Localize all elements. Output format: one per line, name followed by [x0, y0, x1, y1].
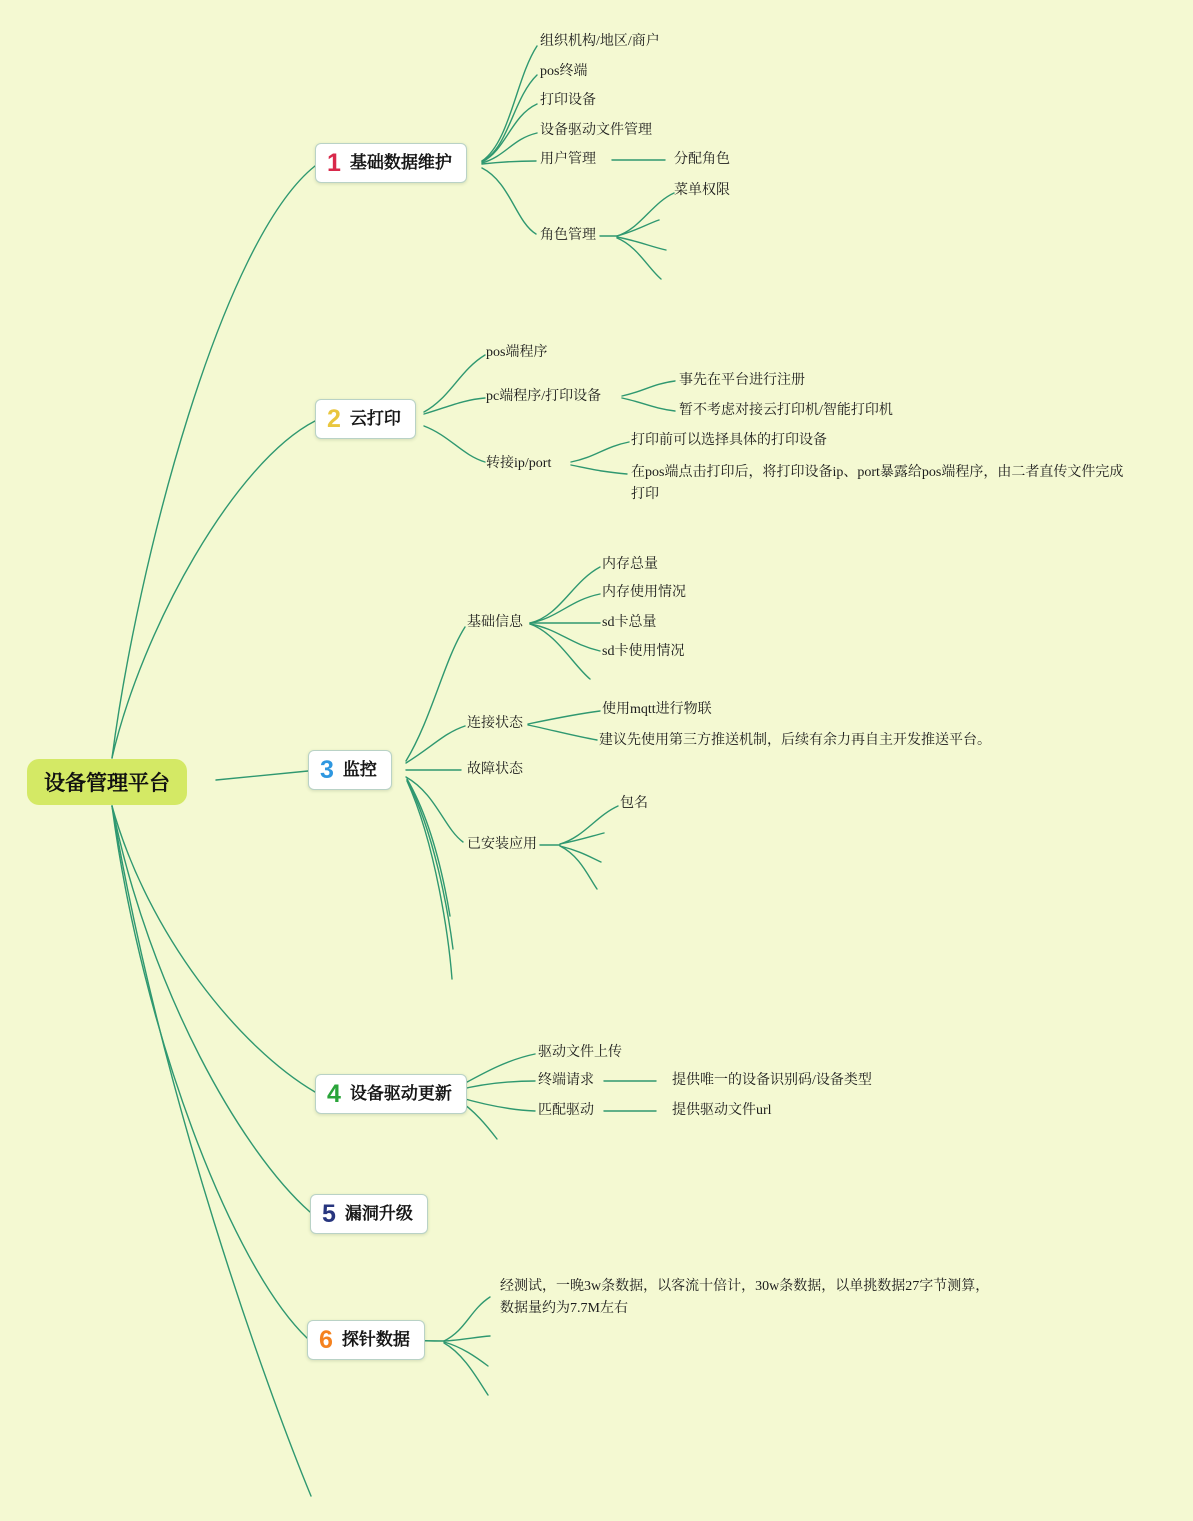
- branch-box-basic-data[interactable]: [315, 143, 467, 183]
- branch-label: 基础数据维护: [349, 153, 452, 172]
- node-driver-file-upload[interactable]: 驱动文件上传: [538, 1045, 622, 1060]
- node-pos-print-flow-note[interactable]: 在pos端点击打印后，将打印设备ip、port暴露给pos端程序，由二者直传文件完成打印: [631, 465, 1124, 502]
- edge-root-b4: [112, 806, 315, 1092]
- branch-number: 4: [327, 1080, 341, 1108]
- node-memory-usage[interactable]: 内存使用情况: [602, 585, 686, 600]
- node-match-driver[interactable]: 匹配驱动: [538, 1103, 594, 1118]
- branch-box-monitoring[interactable]: [308, 750, 392, 790]
- branch-number: 2: [327, 405, 341, 433]
- node-assign-role[interactable]: 分配角色: [674, 152, 730, 167]
- node-mqtt-iot[interactable]: 使用mqtt进行物联: [602, 702, 712, 717]
- node-terminal-request[interactable]: 终端请求: [538, 1073, 594, 1088]
- node-pc-program-printer[interactable]: pc端程序/打印设备: [486, 389, 602, 404]
- node-org-region-merchant[interactable]: 组织机构/地区/商户: [540, 34, 660, 49]
- branch-label: 监控: [342, 760, 377, 779]
- root-node[interactable]: 设备管理平台: [27, 759, 187, 805]
- node-user-mgmt[interactable]: 用户管理: [540, 152, 596, 167]
- branch-box-cloud-print[interactable]: [315, 399, 416, 439]
- node-no-cloud-printer-yet[interactable]: 暂不考虑对接云打印机/智能打印机: [679, 403, 893, 418]
- edge-root-b3: [216, 771, 308, 780]
- node-relay-ip-port[interactable]: 转接ip/port: [486, 456, 552, 471]
- branch-box-vuln-upgrade[interactable]: [310, 1194, 428, 1234]
- edge-root-empty: [112, 806, 311, 1496]
- node-memory-total[interactable]: 内存总量: [602, 557, 658, 572]
- branch-number: 1: [327, 149, 341, 177]
- node-fault-status[interactable]: 故障状态: [467, 762, 523, 777]
- branch-number: 3: [320, 756, 334, 784]
- branch-box-probe-data[interactable]: [307, 1320, 425, 1360]
- node-choose-printer-before-print[interactable]: 打印前可以选择具体的打印设备: [631, 433, 827, 448]
- edge-root-b1: [112, 166, 315, 758]
- node-print-device[interactable]: 打印设备: [540, 93, 596, 108]
- node-sdcard-usage[interactable]: sd卡使用情况: [602, 644, 685, 659]
- node-sdcard-total[interactable]: sd卡总量: [602, 615, 657, 630]
- branch-label: 探针数据: [341, 1330, 410, 1349]
- edge-root-b5: [112, 806, 310, 1212]
- node-menu-permission[interactable]: 菜单权限: [674, 183, 730, 198]
- node-push-mechanism-note[interactable]: 建议先使用第三方推送机制，后续有余力再自主开发推送平台。: [599, 733, 991, 748]
- node-role-mgmt[interactable]: 角色管理: [540, 228, 596, 243]
- node-installed-apps[interactable]: 已安装应用: [467, 837, 537, 852]
- node-unique-device-id-type[interactable]: 提供唯一的设备识别码/设备类型: [672, 1073, 872, 1088]
- branch-number: 5: [322, 1200, 336, 1228]
- node-driver-file-url[interactable]: 提供驱动文件url: [672, 1103, 772, 1118]
- node-pos-terminal[interactable]: pos终端: [540, 64, 588, 79]
- branch-box-driver-update[interactable]: [315, 1074, 467, 1114]
- branch-label: 云打印: [349, 409, 401, 428]
- node-basic-info[interactable]: 基础信息: [467, 615, 523, 630]
- node-package-name[interactable]: 包名: [620, 796, 648, 811]
- node-pos-program[interactable]: pos端程序: [486, 345, 548, 360]
- node-register-on-platform[interactable]: 事先在平台进行注册: [679, 373, 805, 388]
- node-connection-status[interactable]: 连接状态: [467, 716, 523, 731]
- branch-number: 6: [319, 1326, 333, 1354]
- node-driver-file-mgmt[interactable]: 设备驱动文件管理: [540, 123, 652, 138]
- branch-label: 漏洞升级: [344, 1204, 413, 1223]
- branch-label: 设备驱动更新: [349, 1084, 452, 1103]
- node-probe-data-estimate-note[interactable]: 经测试，一晚3w条数据，以客流十倍计，30w条数据，以单挑数据27字节测算，数据量约为7.7M左右: [500, 1279, 990, 1316]
